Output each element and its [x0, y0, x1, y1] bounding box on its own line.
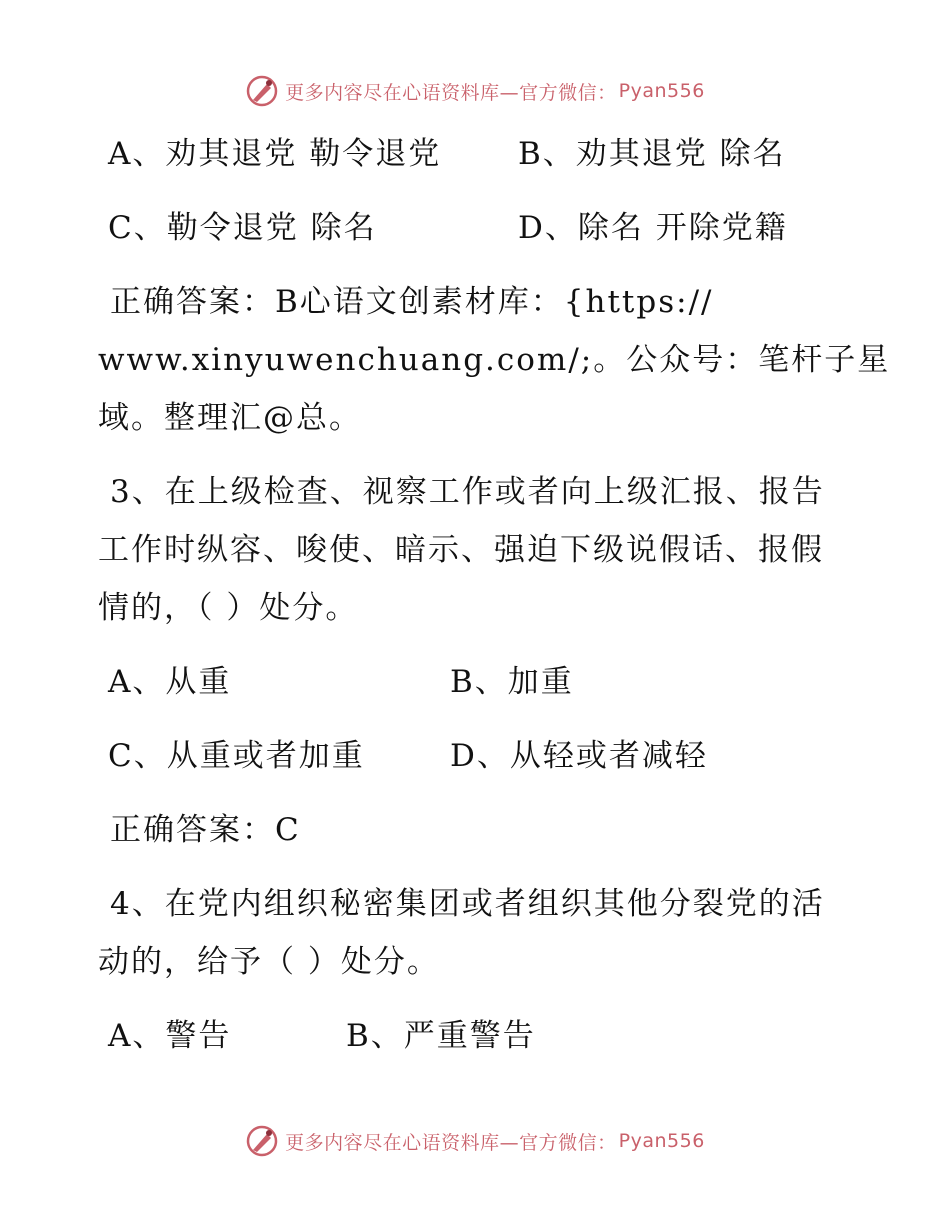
banner-wechat-id: Pyan556 [618, 80, 705, 102]
pen-logo-icon [245, 74, 279, 108]
q2-answer-line-1: 正确答案：B心语文创素材库：{https:// [110, 284, 714, 320]
pen-logo-icon [245, 1124, 279, 1158]
q2-option-c: C、勒令退党 除名 [108, 210, 377, 246]
q3-text-line-3: 情的，（ ）处分。 [98, 590, 359, 626]
q4-option-a: A、警告 [108, 1018, 232, 1054]
q4-option-b: B、严重警告 [346, 1018, 536, 1054]
q3-option-d: D、从轻或者减轻 [450, 738, 708, 774]
banner-text: 更多内容尽在心语资料库—官方微信： [285, 1131, 617, 1154]
q2-answer-line-2: www.xinyuwenchuang.com/;。公众号：笔杆子星 [98, 342, 891, 378]
q3-text-line-1: 3、在上级检查、视察工作或者向上级汇报、报告 [110, 474, 825, 510]
q2-option-d: D、除名 开除党籍 [518, 210, 788, 246]
q3-text-line-2: 工作时纵容、唆使、暗示、强迫下级说假话、报假 [98, 532, 824, 568]
q4-text-line-2: 动的，给予（ ）处分。 [98, 944, 440, 980]
q4-text-line-1: 4、在党内组织秘密集团或者组织其他分裂党的活 [110, 886, 825, 922]
q3-option-c: C、从重或者加重 [108, 738, 365, 774]
q2-answer-line-3: 域。整理汇@总。 [98, 400, 362, 436]
banner-text: 更多内容尽在心语资料库—官方微信： [285, 81, 617, 104]
q3-answer: 正确答案：C [110, 812, 301, 848]
q2-option-a: A、劝其退党 勒令退党 [108, 136, 442, 172]
q3-option-a: A、从重 [108, 664, 232, 700]
header-banner [0, 74, 950, 108]
q2-option-b: B、劝其退党 除名 [518, 136, 786, 172]
footer-banner [0, 1124, 950, 1158]
q3-option-b: B、加重 [450, 664, 574, 700]
banner-wechat-id: Pyan556 [618, 1130, 705, 1152]
